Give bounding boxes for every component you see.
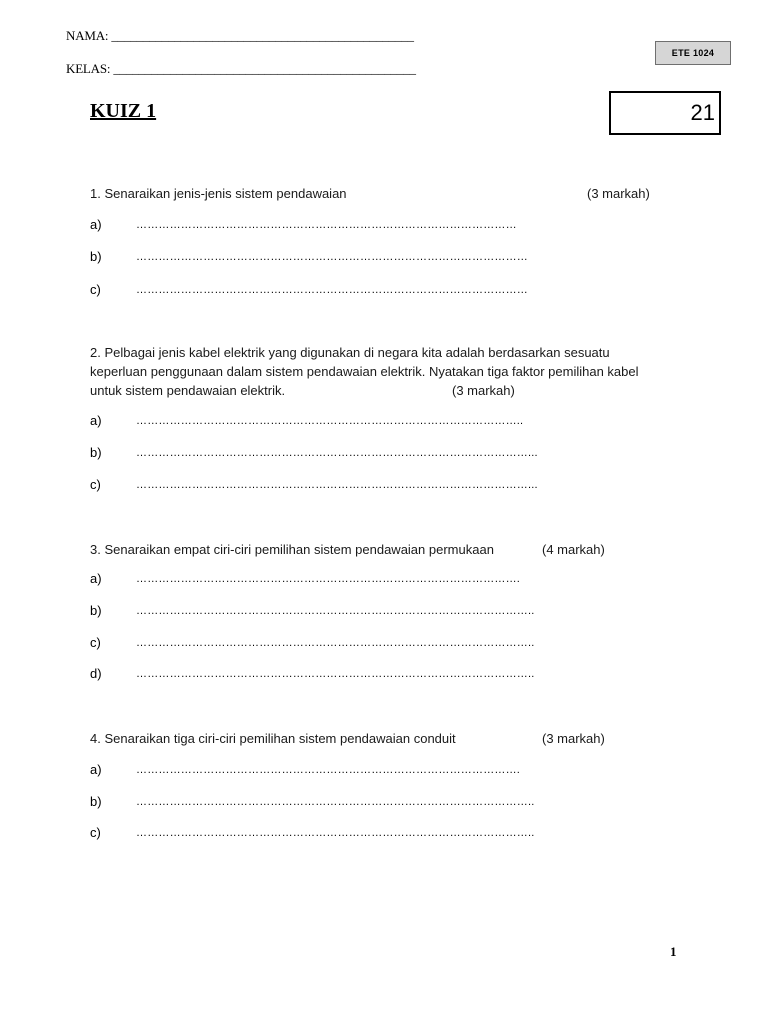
q4-answer-line-a[interactable]: ………………………………………………………………………………………….	[136, 764, 521, 776]
q1-answer-line-a[interactable]: …………………………………………………………………………………………	[136, 219, 517, 231]
q3-answer-line-b[interactable]: ……………………………………………………………………………………………..	[136, 605, 535, 617]
question-2-text-line-1: 2. Pelbagai jenis kabel elektrik yang digunakan di negara kita adalah berdasarkan sesuatu	[90, 345, 610, 360]
q3-option-d-label: d)	[90, 666, 102, 681]
q4-option-c-label: c)	[90, 825, 101, 840]
q4-option-b-label: b)	[90, 794, 102, 809]
q2-option-c-label: c)	[90, 477, 101, 492]
q2-option-b-label: b)	[90, 445, 102, 460]
q1-option-c-label: c)	[90, 282, 101, 297]
question-3-text: 3. Senaraikan empat ciri-ciri pemilihan sistem pendawaian permukaan	[90, 542, 494, 557]
score-box: 21	[609, 91, 721, 135]
q1-option-b-label: b)	[90, 249, 102, 264]
question-1-marks: (3 markah)	[587, 186, 650, 201]
q3-option-a-label: a)	[90, 571, 102, 586]
q4-option-a-label: a)	[90, 762, 102, 777]
question-2-text-line-3: untuk sistem pendawaian elektrik.	[90, 383, 286, 398]
q3-answer-line-c[interactable]: ……………………………………………………………………………………………..	[136, 637, 535, 649]
q2-answer-line-a[interactable]: …………………………………………………………………………………………..	[136, 415, 524, 427]
q4-answer-line-c[interactable]: ……………………………………………………………………………………………..	[136, 827, 535, 839]
nama-field[interactable]: NAMA: ________________________________________________	[66, 28, 414, 43]
q3-option-c-label: c)	[90, 635, 101, 650]
q3-answer-line-a[interactable]: ………………………………………………………………………………………….	[136, 573, 521, 585]
q2-answer-line-c[interactable]: ……………………………………………………………………………………………...	[136, 479, 538, 491]
q2-option-a-label: a)	[90, 413, 102, 428]
kelas-field[interactable]: KELAS: ________________________________________________	[66, 61, 416, 76]
q3-answer-line-d[interactable]: ……………………………………………………………………………………………..	[136, 668, 535, 680]
question-2-text-line-2: keperluan penggunaan dalam sistem pendawaian elektrik. Nyatakan tiga faktor pemilihan kabel	[90, 364, 639, 379]
question-4-text: 4. Senaraikan tiga ciri-ciri pemilihan sistem pendawaian conduit	[90, 731, 456, 746]
question-2-marks: (3 markah)	[452, 383, 515, 398]
q1-answer-line-c[interactable]: ……………………………………………………………………………………………	[136, 284, 528, 296]
q2-answer-line-b[interactable]: ……………………………………………………………………………………………...	[136, 447, 538, 459]
q1-option-a-label: a)	[90, 217, 102, 232]
question-3-marks: (4 markah)	[542, 542, 605, 557]
q1-answer-line-b[interactable]: ……………………………………………………………………………………………	[136, 251, 528, 263]
question-4-marks: (3 markah)	[542, 731, 605, 746]
question-1-text: 1. Senaraikan jenis-jenis sistem pendawaian	[90, 186, 347, 201]
q4-answer-line-b[interactable]: ……………………………………………………………………………………………..	[136, 796, 535, 808]
q3-option-b-label: b)	[90, 603, 102, 618]
course-code-badge: ETE 1024	[655, 41, 731, 65]
page-title: KUIZ 1	[90, 100, 157, 122]
page-number: 1	[670, 944, 677, 959]
